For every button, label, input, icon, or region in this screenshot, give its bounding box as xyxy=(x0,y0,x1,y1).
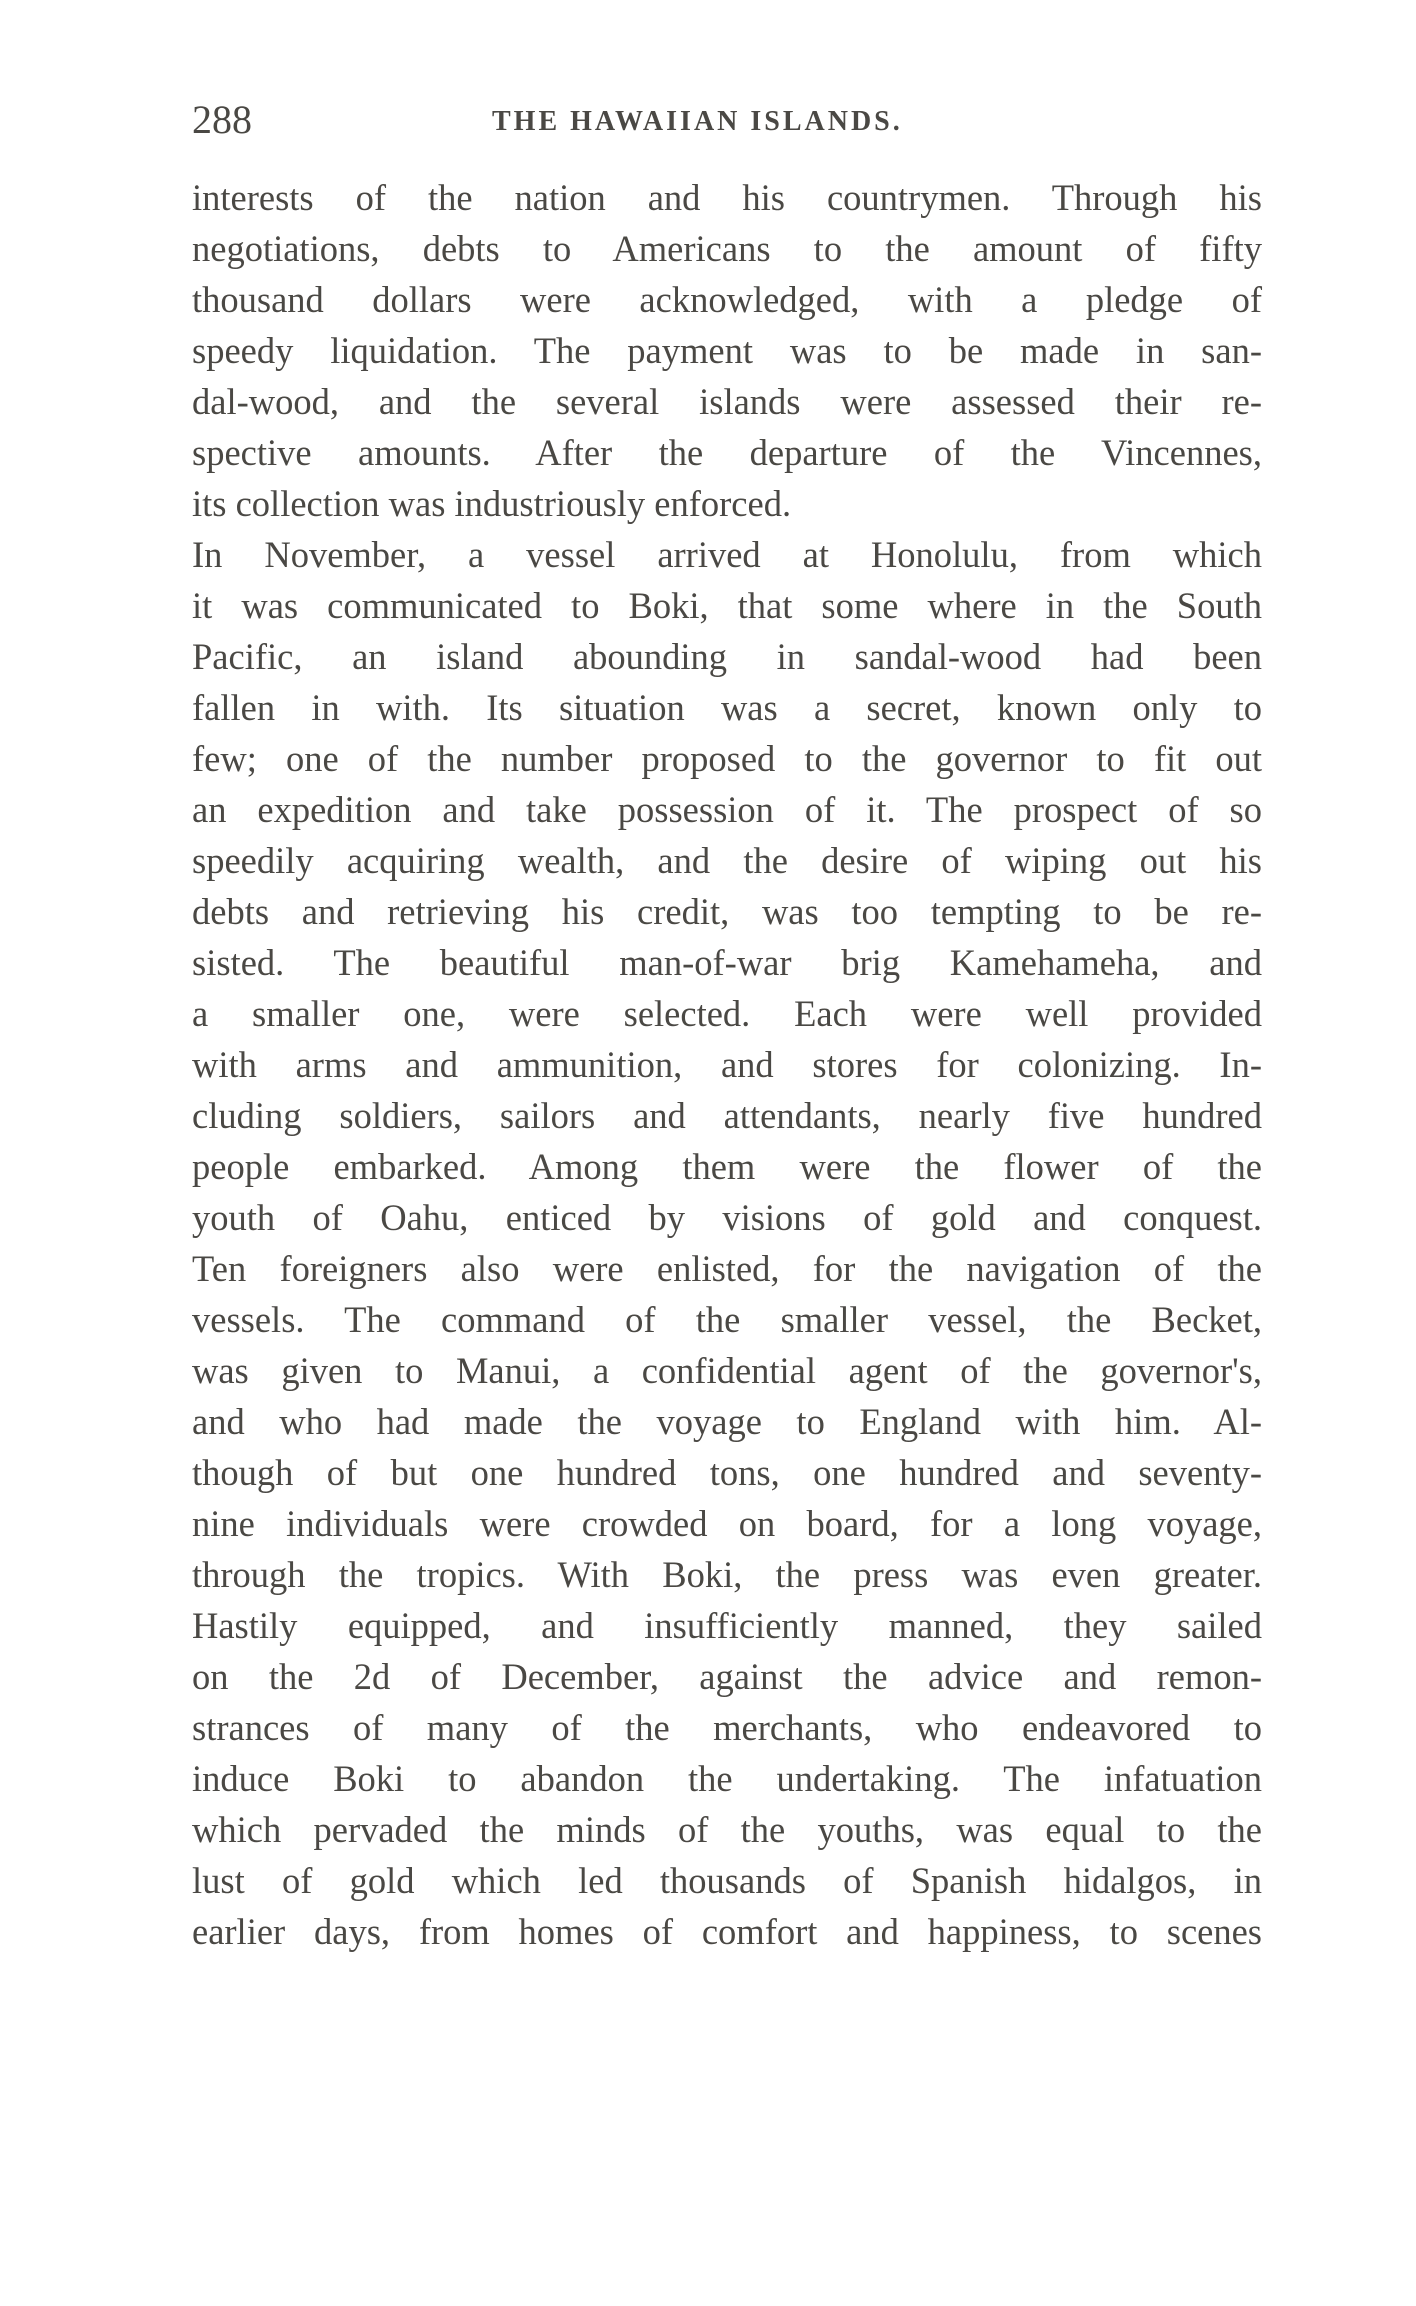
text-line: its collection was industriously enforced. xyxy=(192,483,792,524)
text-line: an expedition and take possession of it. The prospect of so xyxy=(192,789,1262,830)
text-line: thousand dollars were acknowledged, with a pledge of xyxy=(192,279,1262,320)
text-line: Ten foreigners also were enlisted, for the navigation of the xyxy=(192,1248,1262,1289)
text-line: vessels. The command of the smaller vessel, the Becket, xyxy=(192,1299,1262,1340)
text-line: with arms and ammunition, and stores for colonizing. In- xyxy=(192,1044,1262,1085)
text-line: it was communicated to Boki, that some where in the South xyxy=(192,585,1262,626)
text-line: nine individuals were crowded on board, for a long voyage, xyxy=(192,1503,1262,1544)
text-line: a smaller one, were selected. Each were well provided xyxy=(192,993,1262,1034)
text-line: dal-wood, and the several islands were assessed their re- xyxy=(192,381,1262,422)
text-line: was given to Manui, a confidential agent of the governor's, xyxy=(192,1350,1262,1391)
text-line: earlier days, from homes of comfort and happiness, to scenes xyxy=(192,1911,1262,1952)
text-line: though of but one hundred tons, one hundred and seventy- xyxy=(192,1452,1262,1493)
text-line: and who had made the voyage to England with him. Al- xyxy=(192,1401,1262,1442)
text-line: interests of the nation and his countrymen. Through his xyxy=(192,177,1262,218)
text-line: debts and retrieving his credit, was too tempting to be re- xyxy=(192,891,1262,932)
text-line: speedy liquidation. The payment was to be made in san- xyxy=(192,330,1262,371)
text-line: few; one of the number proposed to the governor to fit out xyxy=(192,738,1262,779)
text-line: which pervaded the minds of the youths, was equal to the xyxy=(192,1809,1262,1850)
text-line: lust of gold which led thousands of Spanish hidalgos, in xyxy=(192,1860,1262,1901)
text-line: In November, a vessel arrived at Honolulu, from which xyxy=(192,534,1262,575)
text-line: through the tropics. With Boki, the press was even greater. xyxy=(192,1554,1262,1595)
text-line: Hastily equipped, and insufficiently manned, they sailed xyxy=(192,1605,1262,1646)
page-number: 288 xyxy=(192,97,252,142)
text-line: strances of many of the merchants, who endeavored to xyxy=(192,1707,1262,1748)
text-line: cluding soldiers, sailors and attendants, nearly five hundred xyxy=(192,1095,1262,1136)
text-line: induce Boki to abandon the undertaking. The infatuation xyxy=(192,1758,1262,1799)
text-line: negotiations, debts to Americans to the amount of fifty xyxy=(192,228,1262,269)
text-line: speedily acquiring wealth, and the desire of wiping out his xyxy=(192,840,1262,881)
text-line: people embarked. Among them were the flower of the xyxy=(192,1146,1262,1187)
text-line: youth of Oahu, enticed by visions of gold and conquest. xyxy=(192,1197,1262,1238)
text-line: fallen in with. Its situation was a secret, known only to xyxy=(192,687,1262,728)
running-head xyxy=(192,92,1272,148)
text-line: spective amounts. After the departure of the Vincennes, xyxy=(192,432,1262,473)
running-title: THE HAWAIIAN ISLANDS. xyxy=(492,106,903,137)
text-line: Pacific, an island abounding in sandal-wood had been xyxy=(192,636,1262,677)
body-text xyxy=(192,172,1262,1957)
text-line: sisted. The beautiful man-of-war brig Kamehameha, and xyxy=(192,942,1262,983)
text-line: on the 2d of December, against the advice and remon- xyxy=(192,1656,1262,1697)
